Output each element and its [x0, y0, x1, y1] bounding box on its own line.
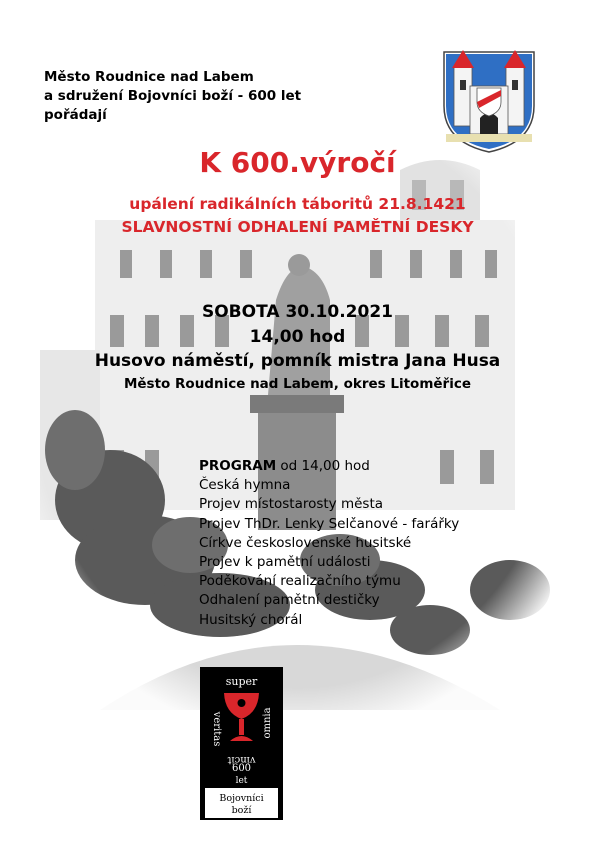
event-town: Město Roudnice nad Labem, okres Litoměřice	[123, 376, 472, 392]
emblem-word-left: veritas	[211, 711, 222, 747]
emblem-word-top: super	[225, 675, 258, 688]
emblem-word-right: omnia	[262, 707, 273, 739]
event-date: SOBOTA 30.10.2021	[201, 302, 393, 322]
program-heading	[199, 457, 459, 476]
bojovnici-bozi-emblem	[200, 667, 283, 820]
emblem-years: 600	[231, 763, 252, 774]
subtitle-unveiling: SLAVNOSTNÍ ODHALENÍ PAMĚTNÍ DESKY	[121, 218, 474, 236]
city-coat-of-arms	[440, 44, 538, 154]
program-list	[199, 457, 459, 630]
main-title: K 600.výročí	[199, 146, 396, 179]
emblem-word-middle: vincit	[227, 754, 256, 765]
organizer-line-1: Město Roudnice nad Labem	[44, 69, 254, 85]
subtitle-anniversary: upálení radikálních táboritů 21.8.1421	[129, 195, 466, 213]
program-item: Projev místostarosty města	[199, 496, 384, 513]
program-item: Poděkování realizačního týmu	[199, 573, 401, 590]
organizer-line-2: a sdružení Bojovníci boží - 600 let	[44, 88, 302, 104]
program-start-time: od 14,00 hod	[276, 458, 370, 474]
program-item: Projev k pamětní události	[199, 554, 371, 571]
program-heading-label: PROGRAM	[199, 458, 277, 474]
emblem-name-1: Bojovníci	[219, 793, 264, 804]
organizer-line-3: pořádají	[44, 107, 107, 123]
program-item: Husitský chorál	[199, 611, 303, 628]
program-item: Česká hymna	[199, 477, 291, 494]
event-place: Husovo náměstí, pomník mistra Jana Husa	[94, 351, 501, 371]
emblem-years-unit: let	[235, 776, 248, 786]
organizers-block	[44, 68, 301, 125]
program-item: Církve československé husitské	[199, 534, 412, 551]
event-time: 14,00 hod	[249, 327, 346, 347]
program-item: Odhalení pamětní destičky	[199, 592, 380, 609]
emblem-name-2: boží	[231, 805, 252, 816]
program-item: Projev ThDr. Lenky Selčanové - farářky	[199, 515, 460, 532]
